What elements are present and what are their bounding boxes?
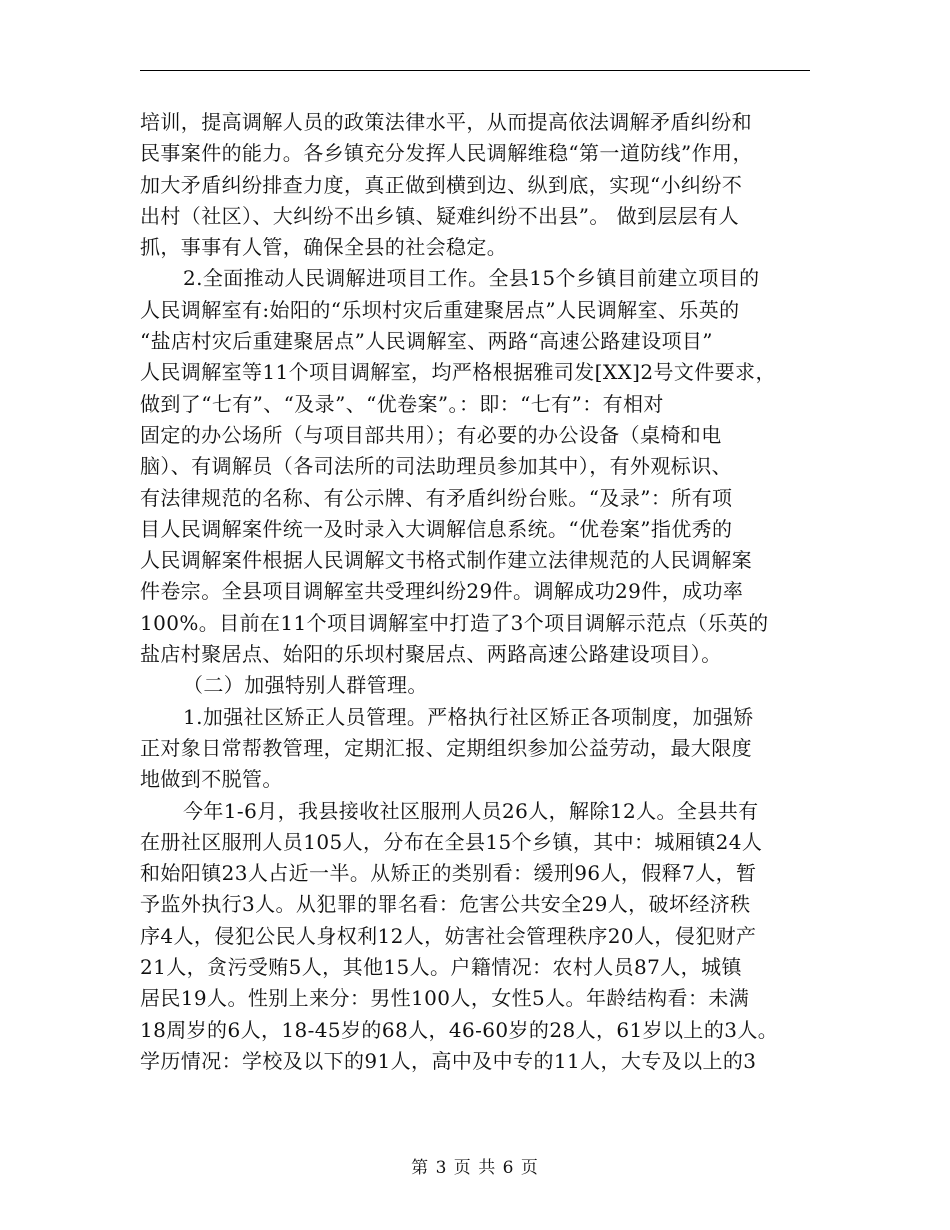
paragraph-start-line: 2.全面推动人民调解进项目工作。全县15个乡镇目前建立项目的 xyxy=(183,266,760,291)
text-line: 做到了“七有”、“及录”、“优卷案”。：即：“七有”：有相对 xyxy=(140,391,664,416)
text-line: 加大矛盾纠纷排查力度，真正做到横到边、纵到底，实现“小纠纷不 xyxy=(140,172,743,197)
text-line: 出村（社区）、大纠纷不出乡镇、疑难纠纷不出县”。 做到层层有人 xyxy=(140,203,739,228)
text-line: 人民调解室等11个项目调解室，均严格根据雅司发[XX]2号文件要求， xyxy=(140,360,776,385)
text-line: 固定的办公场所（与项目部共用）；有必要的办公设备（桌椅和电 xyxy=(140,422,722,447)
text-line: 序4人，侵犯公民人身权利12人，妨害社会管理秩序20人，侵犯财产 xyxy=(140,923,757,948)
text-line: 有法律规范的名称、有公示牌、有矛盾纠纷台账。“及录”：所有项 xyxy=(140,485,733,510)
text-line: 件卷宗。全县项目调解室共受理纠纷29件。调解成功29件，成功率 xyxy=(140,579,744,604)
text-line: 目人民调解案件统一及时录入大调解信息系统。“优卷案”指优秀的 xyxy=(140,516,733,541)
text-line: 民事案件的能力。各乡镇充分发挥人民调解维稳“第一道防线”作用， xyxy=(140,141,753,166)
text-line: 地做到不脱管。 xyxy=(140,767,283,792)
text-line: 盐店村聚居点、始阳的乐坝村聚居点、两路高速公路建设项目）。 xyxy=(140,642,722,667)
text-line: “盐店村灾后重建聚居点”人民调解室、两路“高速公路建设项目” xyxy=(140,329,713,354)
text-line: 人民调解案件根据人民调解文书格式制作建立法律规范的人民调解案 xyxy=(140,548,752,573)
text-line: 培训，提高调解人员的政策法律水平，从而提高依法调解矛盾纠纷和 xyxy=(140,110,752,134)
text-line: 21人，贪污受贿5人，其他15人。户籍情况：农村人员87人，城镇 xyxy=(140,955,742,980)
text-line: 予监外执行3人。从犯罪的罪名看：危害公共安全29人，破坏经济秩 xyxy=(140,892,751,917)
document-body xyxy=(140,107,820,1077)
text-line: 正对象日常帮教管理，定期汇报、定期组织参加公益劳动，最大限度 xyxy=(140,735,752,760)
text-line: 100%。目前在11个项目调解室中打造了3个项目调解示范点（乐英的 xyxy=(140,610,769,635)
text-line: 和始阳镇23人占近一半。从矫正的类别看：缓刑96人，假释7人，暂 xyxy=(140,861,757,886)
text-line: 抓，事事有人管，确保全县的社会稳定。 xyxy=(140,235,508,260)
text-line: 学历情况：学校及以下的91人，高中及中专的11人，大专及以上的3 xyxy=(140,1048,757,1073)
page-number-footer: 第 3 页 共 6 页 xyxy=(411,1158,539,1178)
text-line: 18周岁的6人，18-45岁的68人，46-60岁的28人，61岁以上的3人。 xyxy=(140,1017,779,1042)
paragraph-start-line: 今年1-6月，我县接收社区服刑人员26人，解除12人。全县共有 xyxy=(183,798,759,823)
text-line: 脑）、有调解员（各司法所的司法助理员参加其中），有外观标识、 xyxy=(140,454,732,479)
text-line: 在册社区服刑人员105人，分布在全县15个乡镇，其中：城厢镇24人 xyxy=(140,829,763,854)
text-line: 居民19人。性别上来分：男性100人，女性5人。年龄结构看：未满 xyxy=(140,986,750,1011)
section-heading: （二）加强特别人群管理。 xyxy=(183,673,428,698)
text-line: 人民调解室有:始阳的“乐坝村灾后重建聚居点”人民调解室、乐英的 xyxy=(140,297,740,322)
header-rule xyxy=(140,70,810,71)
paragraph-start-line: 1.加强社区矫正人员管理。严格执行社区矫正各项制度，加强矫 xyxy=(183,704,754,729)
